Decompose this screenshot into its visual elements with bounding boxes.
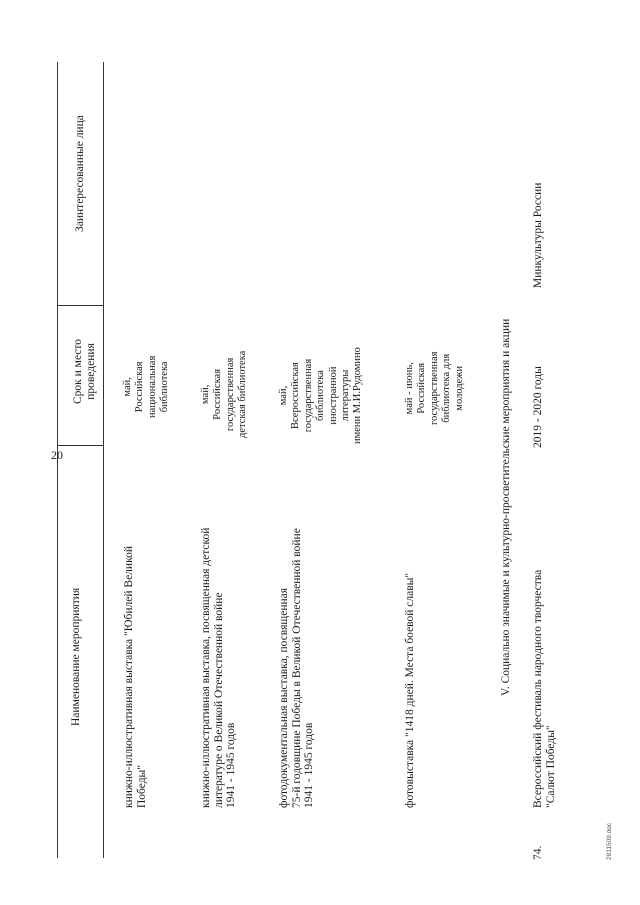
row-3-name-line: 75-й годовщине Победы в Великой Отечественной войне — [290, 528, 303, 808]
row-2-name-line: 1941 - 1945 годов — [225, 722, 238, 808]
row-2-date-line: государственная — [224, 357, 236, 432]
row-2-date — [200, 351, 250, 438]
row-1-date-line: библиотека — [159, 361, 171, 413]
row-1-date-line: май, — [122, 377, 133, 397]
page-number: 20 — [51, 448, 63, 462]
row-4-date-line: государственная — [428, 351, 440, 425]
row-1-date — [122, 356, 172, 418]
item-74-name — [532, 570, 557, 808]
row-1-name-line: книжно-иллюстративная выставка "Юбилей Великой — [123, 546, 135, 808]
item-74-name-line: "Салют Победы" — [544, 725, 557, 808]
item-74-number: 74. — [532, 845, 544, 860]
header-parties: Заинтересованные лица — [74, 115, 86, 232]
row-3-date — [278, 347, 365, 444]
header-name: Наименование мероприятия — [70, 587, 82, 726]
header-date-line: проведения — [84, 343, 97, 400]
row-1-name — [123, 546, 148, 808]
row-2-name-line: литературе о Великой Отечественной войне — [212, 592, 225, 808]
item-74-parties: Минкультуры России — [532, 182, 544, 288]
row-4-date — [404, 352, 466, 425]
row-3-date-line: иностранной — [327, 366, 339, 425]
row-3-name-line: фотодокументальная выставка, посвященная — [278, 587, 290, 808]
section-heading: V. Социально значимые и культурно-просветительские мероприятия и акции — [500, 318, 512, 696]
row-3-date-line: государственная — [302, 358, 314, 433]
row-1-name-line: Победы" — [135, 765, 148, 808]
row-3-date-line: Всероссийская — [290, 362, 302, 429]
header-divider-parties — [57, 305, 103, 306]
row-3-name — [278, 528, 316, 808]
row-3-date-line: литературы — [340, 369, 352, 422]
row-4-date-line: май - июнь, — [404, 362, 415, 415]
header-date-line: Срок и место — [72, 338, 84, 404]
row-3-name-line: 1941 - 1945 годов — [303, 722, 316, 808]
item-74-name-line: Всероссийский фестиваль народного творчества — [532, 569, 544, 808]
row-2-name-line: книжно-иллюстративная выставка, посвященная детской — [200, 527, 212, 808]
row-3-date-line: библиотека — [315, 370, 327, 421]
row-2-name — [200, 528, 238, 808]
row-1-date-line: национальная — [146, 355, 158, 418]
item-74-date: 2019 - 2020 годы — [532, 366, 544, 448]
row-2-date-line: май, — [200, 384, 211, 405]
row-4-date-line: молодежи — [453, 365, 465, 411]
row-4-date-line: библиотека для — [441, 353, 453, 423]
row-2-date-line: Российская — [212, 368, 224, 420]
header-divider-date — [57, 445, 103, 446]
row-1-date-line: Российская — [134, 361, 146, 413]
row-4-name: фотовыставка "1418 дней. Места боевой славы" — [404, 572, 416, 808]
row-3-date-line: май, — [278, 385, 289, 406]
row-3-date-line: имени М.И.Рудомино — [352, 347, 364, 444]
header-date — [72, 339, 97, 404]
row-2-date-line: детская библиотека — [237, 350, 249, 438]
table-right-border — [103, 62, 104, 858]
row-4-date-line: Российская — [416, 362, 428, 414]
footer-doc-code: 2811509.doc — [606, 822, 613, 860]
